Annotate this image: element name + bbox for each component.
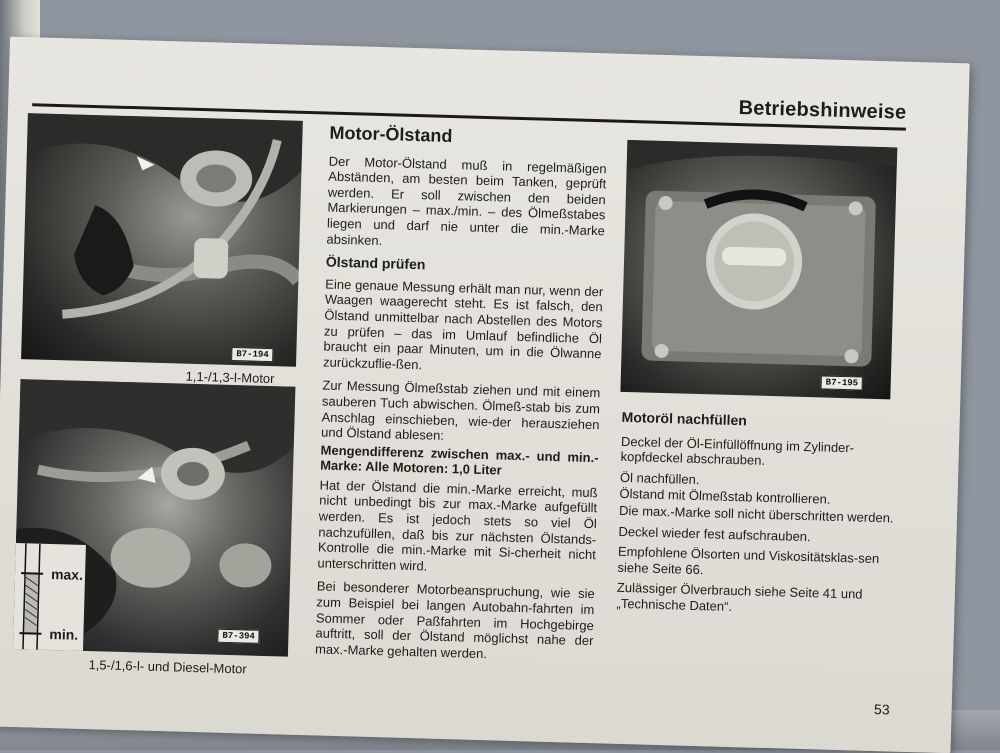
oil-level-intro: Der Motor-Ölstand muß in regelmäßigen Abständen, am besten beim Tanken, geprüft werden. Er soll zwischen den beiden Markierungen – max./min. – des Ölmeßstabes liegen und darf nie unter die min.-Marke absinken.: [326, 153, 607, 248]
paragraph: Zulässiger Ölverbrauch siehe Seite 41 und „Technische Daten“.: [616, 580, 863, 614]
refill-oil-heading: Motoröl nachfüllen: [621, 408, 748, 429]
figure-code: B7-394: [217, 629, 260, 644]
section-title: Betriebshinweise: [738, 97, 907, 124]
oil-cap-photo-art: [620, 140, 897, 399]
check-oil-heading: Ölstand prüfen: [325, 253, 426, 273]
paragraph: Deckel der Öl-Einfüllöffnung im Zylinder-kopfdeckel abschrauben.: [620, 433, 855, 469]
paragraph: Öl nachfüllen.: [619, 469, 700, 487]
oil-cap-photo: [620, 140, 897, 399]
engine-photo-small-art: [21, 113, 303, 367]
paragraph: Bei besonderer Motorbeanspruchung, wie sie zum Beispiel bei langen Autobahn-fahrten im Sommer oder Paßfahrten im Hochgebirge auftritt, soll der Ölstand möglichst nahe der max.-Marke gehalten werden.: [314, 578, 595, 662]
paragraph: Deckel wieder fest aufschrauben.: [618, 523, 811, 544]
dipstick-max-label: max.: [50, 565, 84, 583]
manual-page: [0, 37, 970, 753]
paragraph: Hat der Ölstand die min.-Marke erreicht, muß nicht unbedingt bis zur max.-Marke aufgefüllt werden. Es ist jedoch stets so viel Öl nachzufüllen, daß bis zur nächsten Ölstands-Kontrolle die min.-Marke mit Si-cherheit nicht unterschritten wird.: [317, 477, 598, 574]
paragraph: Eine genaue Messung erhält man nur, wenn der Waagen waagerecht steht. Es ist falsch, den Ölstand unmittelbar nach Abstellen des Motors zu prüfen – das im Umlauf befindliche Öl braucht ein paar Minuten, um in die Ölwanne zurückzuflie-ßen.: [322, 276, 604, 372]
quantity-note: Mengendifferenz zwischen max.- und min.-Marke: Alle Motoren: 1,0 Liter: [320, 442, 599, 478]
figure-caption: 1,1-/1,3-l-Motor: [185, 368, 275, 387]
page-number: 53: [873, 701, 890, 718]
paragraph: Empfohlene Ölsorten und Viskositätsklas-sen siehe Seite 66.: [617, 543, 880, 577]
refill-oil-section: [616, 410, 898, 624]
figure-code: B7-195: [821, 375, 864, 390]
dipstick-min-label: min.: [49, 625, 79, 643]
figure-caption: 1,5-/1,6-l- und Diesel-Motor: [88, 657, 247, 677]
engine-photo-small: [21, 113, 303, 367]
oil-level-title: Motor-Ölstand: [329, 122, 453, 147]
paragraph: Ölstand mit Ölmeßstab kontrollieren.: [619, 486, 831, 508]
paragraph: Zur Messung Ölmeßstab ziehen und mit einem sauberen Tuch abwischen. Ölmeß-stab bis zum Anschlag einschieben, wie-der herausziehen und Ölstand ablesen:: [320, 377, 601, 444]
oil-level-section: [314, 122, 608, 673]
paragraph: Die max.-Marke soll nicht überschritten werden.: [618, 502, 894, 526]
dipstick-inset: [13, 543, 86, 651]
figure-code: B7-194: [231, 347, 274, 362]
